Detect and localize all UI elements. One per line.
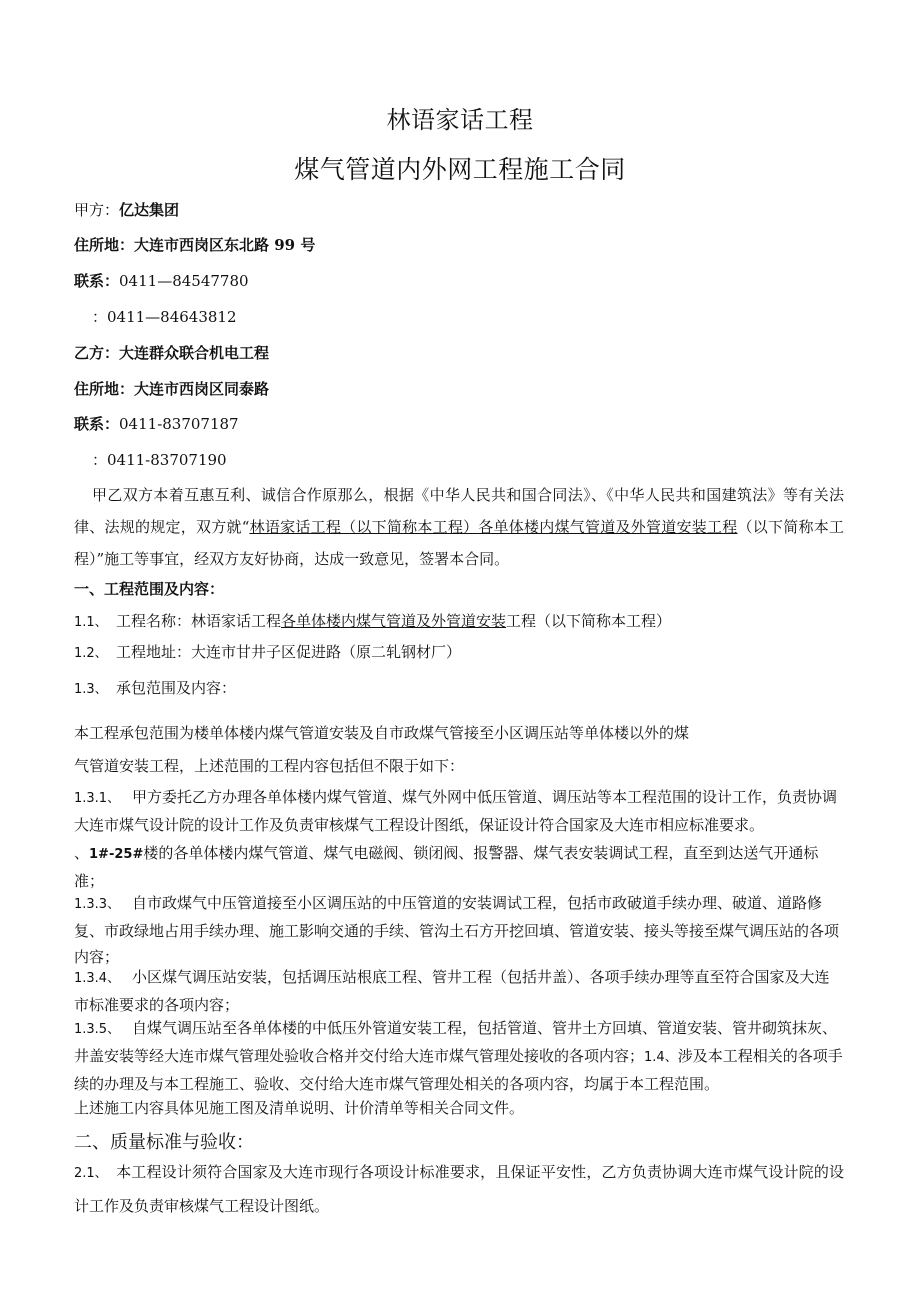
doc-title-project: 林语家话工程 [386, 106, 534, 134]
party-b-contact-label: 联系： [74, 415, 120, 433]
item-1-3-3-text: 自市政煤气中压管道接至小区调压站的中压管道的安装调试工程，包括市政破道手续办理、破道、道路修复、市政绿地占用手续办理、施工影响交通的手续、管沟土石方开挖回填、管道安装、接头等接至煤气调压站的各项内容； [74, 894, 840, 966]
item-1-3-1-number: 1.3.1、 [74, 791, 121, 806]
party-a-contact [74, 270, 249, 291]
party-b-contact-2: ：0411-83707190 [92, 451, 227, 469]
item-1-3-2-prefix: 、 [74, 844, 90, 862]
item-1-2-number: 1.2、 [74, 646, 108, 661]
item-1-4-number: 1.4、 [644, 1050, 678, 1065]
party-a-label: 甲方： [74, 201, 120, 219]
party-b-address: 住所地：大连市西岗区同泰路 [74, 380, 270, 398]
party-b-line: 乙方：大连群众联合机电工程 [74, 344, 270, 362]
item-1-3-number: 1.3、 [74, 682, 108, 697]
section-2-title: 二、质量标准与验收： [74, 1132, 254, 1153]
item-1-1-post: 工程（以下简称本工程） [506, 612, 672, 630]
item-1-3-1 [74, 784, 844, 838]
item-2-1-number: 2.1、 [74, 1166, 108, 1181]
item-1-3-1-text: 甲方委托乙方办理各单体楼内煤气管道、煤气外网中低压管道、调压站等本工程范围的设计工作，负责协调大连市煤气设计院的设计工作及负责审核煤气工程设计图纸，保证设计符合国家及大连市相应标准要求。 [74, 788, 838, 834]
item-1-2-text: 工程地址：大连市甘井子区促进路（原二轧钢材厂） [116, 643, 462, 661]
item-1-3-5 [74, 1015, 844, 1097]
intro-text-pre: 甲乙双方本着互惠互利、诚信合作原那么，根据《中华人民共和国合同法》、《中华人民共和国建筑法》等有关法律、法规的规定，双方就“ [74, 486, 844, 536]
intro-text-post: （以下简称本工程）”施工等事宜，经双方友好协商，达成一致意见，签署本合同。 [74, 518, 844, 568]
doc-title-contract: 煤气管道内外网工程施工合同 [294, 155, 626, 184]
item-1-3-3 [74, 890, 844, 970]
party-a-contact-label: 联系： [74, 272, 120, 290]
scope-line-1: 本工程承包范围为楼单体楼内煤气管道安装及自市政煤气管接至小区调压站等单体楼以外的煤 [74, 724, 690, 742]
scope-end-line: 上述施工内容具体见施工图及清单说明、计价清单等相关合同文件。 [74, 1099, 525, 1117]
item-1-3-5-number: 1.3.5、 [74, 1022, 121, 1037]
party-a-address: 住所地：大连市西岗区东北路 99 号 [74, 236, 316, 254]
item-1-3-2-number: 1#-25# [89, 847, 144, 862]
party-a-line [74, 199, 179, 220]
item-1-3-2 [74, 840, 844, 894]
party-b-contact-1: 0411-83707187 [119, 415, 239, 433]
item-1-3-text: 承包范围及内容： [116, 679, 237, 697]
item-1-3 [74, 677, 236, 698]
party-a-name: 亿达集团 [119, 201, 180, 219]
item-2-1 [74, 1156, 844, 1222]
item-1-3-4-text: 小区煤气调压站安装，包括调压站根底工程、管井工程（包括井盖）、各项手续办理等直至符合国家及大连市标准要求的各项内容； [74, 968, 830, 1014]
item-1-3-4 [74, 964, 844, 1018]
item-1-1 [74, 610, 671, 631]
intro-project-name: 林语家话工程（以下简称本工程）各单体楼内煤气管道及外管道安装工程 [249, 518, 738, 536]
item-1-2 [74, 641, 461, 662]
item-1-3-3-number: 1.3.3、 [74, 897, 121, 912]
item-1-4-text: 涉及本工程相关的各项手续的办理及与本工程施工、验收、交付给大连市煤气管理处相关的各项内容，均属于本工程范围。 [74, 1047, 843, 1093]
scope-line-2: 气管道安装工程，上述范围的工程内容包括但不限于如下： [74, 757, 465, 775]
section-1-title: 一、工程范围及内容： [74, 580, 225, 598]
item-1-3-5-text-1: 自煤气调压站至各单体楼的中低压外管道安装工程，包括管道、管井土方回填、管道安装、管井砌筑抹灰、井盖安装等经大连市煤气管理处验收合格并交付给大连市煤气管理处接收的各项内容； [74, 1019, 838, 1065]
item-1-1-underlined: 各单体楼内煤气管道及外管道安装 [281, 612, 507, 630]
item-1-3-2-text: 楼的各单体楼内煤气管道、煤气电磁阀、锁闭阀、报警器、煤气表安装调试工程，直至到达送气开通标准； [74, 844, 819, 890]
party-a-contact-2: ：0411—84643812 [92, 308, 237, 326]
party-a-contact-1: 0411—84547780 [119, 272, 249, 290]
item-2-1-text: 本工程设计须符合国家及大连市现行各项设计标准要求，且保证平安性，乙方负责协调大连市煤气设计院的设计工作及负责审核煤气工程设计图纸。 [74, 1163, 844, 1215]
party-b-contact [74, 413, 239, 434]
item-1-3-4-number: 1.3.4、 [74, 971, 121, 986]
item-1-1-pre: 工程名称：林语家话工程 [116, 612, 282, 630]
item-1-1-number: 1.1、 [74, 615, 108, 630]
intro-paragraph [74, 479, 844, 575]
